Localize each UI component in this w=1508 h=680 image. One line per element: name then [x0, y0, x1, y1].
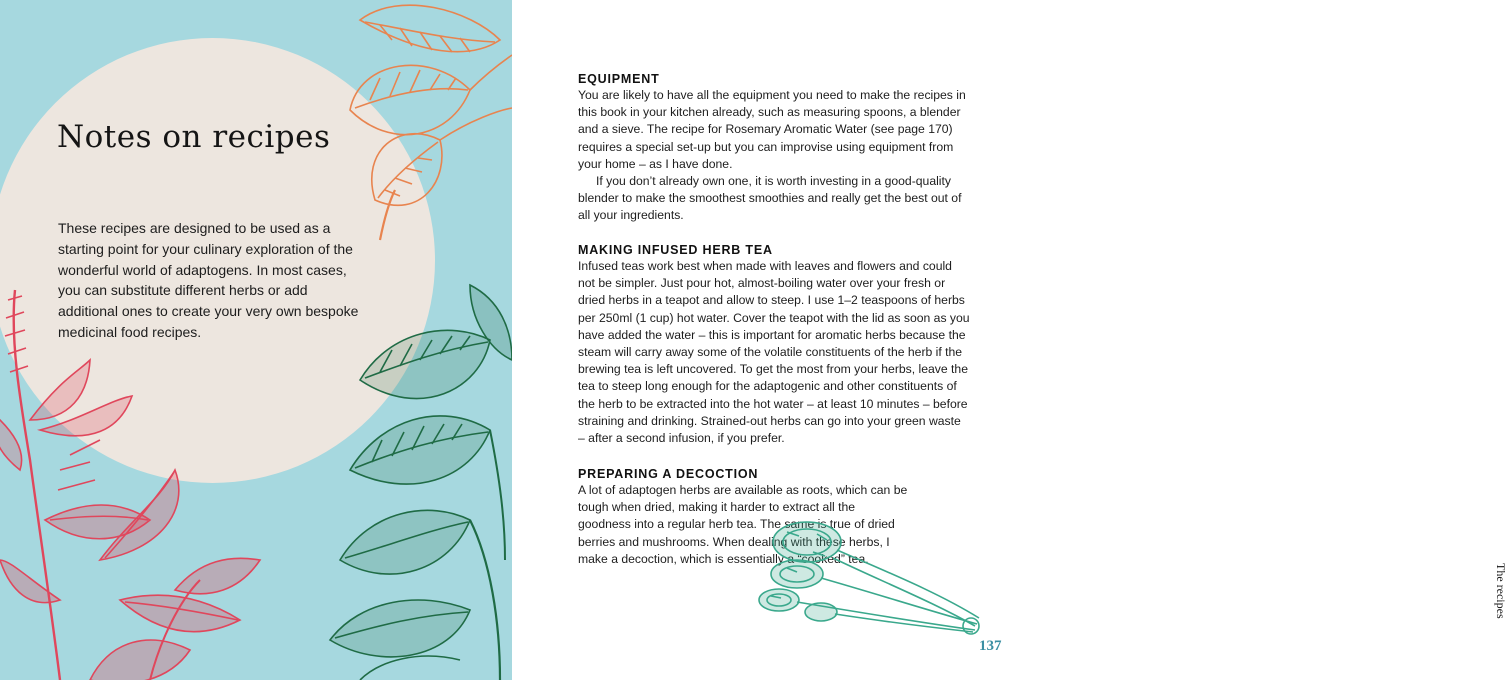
decoction-paragraph: A lot of adaptogen herbs are available as roots, which can be tough when dried, making it harder to extract all the goodness into a regular herb tea. The same is true of dried berries and mushrooms. When dealing with these herbs, I make a decoction, which is essentially a “cooked” tea.	[578, 483, 908, 566]
page-number: 137	[979, 638, 1002, 654]
orange-leaves	[350, 5, 512, 240]
equipment-section	[578, 71, 970, 225]
infused-tea-paragraph: Infused teas work best when made with leaves and flowers and could not be simpler. Just pour hot, almost-boiling water over your fresh or dried herbs in a teapot and allow to steep. I use 1–2 teaspoons of herbs per 250ml (1 cup) hot water. Cover the teapot with the lid as soon as you have added the water – this is important for aromatic herbs because the steam will carry away some of the volatile constituents of the herb if the brewing tea is left uncovered. To get the most from your herbs, leave the tea to steep long enough for the adaptogenic and other constituents of the herb to be extracted into the hot water – at least 10 minutes – before straining and drinking. Strained-out herbs can go into your green waste – after a second infusion, if you prefer.	[578, 259, 970, 446]
running-head: The recipes	[1494, 563, 1508, 619]
equipment-paragraph-2: If you don’t already own one, it is worth investing in a good-quality blender to make the smoothest smoothies and really get the best out of all your ingredients.	[578, 174, 962, 223]
page-title: Notes on recipes	[57, 119, 331, 155]
green-leaves	[330, 285, 512, 680]
infused-tea-section	[578, 242, 970, 447]
intro-paragraph: These recipes are designed to be used as a starting point for your culinary exploration of the wonderful world of adaptogens. In most cases, you can substitute different herbs or add additional ones to create your very own bespoke medicinal food recipes.	[58, 220, 359, 340]
infused-tea-heading: MAKING INFUSED HERB TEA	[578, 243, 773, 257]
equipment-heading: EQUIPMENT	[578, 72, 660, 86]
equipment-paragraph-1: You are likely to have all the equipment you need to make the recipes in this book in your kitchen already, such as measuring spoons, a blender and a sieve. The recipe for Rosemary Aromatic Water (see page 170) requires a special set-up but you can improvise using equipment from your home – as I have done.	[578, 88, 966, 171]
pink-flowers	[0, 290, 260, 680]
left-page	[0, 0, 512, 680]
measuring-spoons-illustration	[757, 512, 989, 640]
decoction-heading: PREPARING A DECOCTION	[578, 467, 759, 481]
right-page	[512, 0, 1508, 680]
